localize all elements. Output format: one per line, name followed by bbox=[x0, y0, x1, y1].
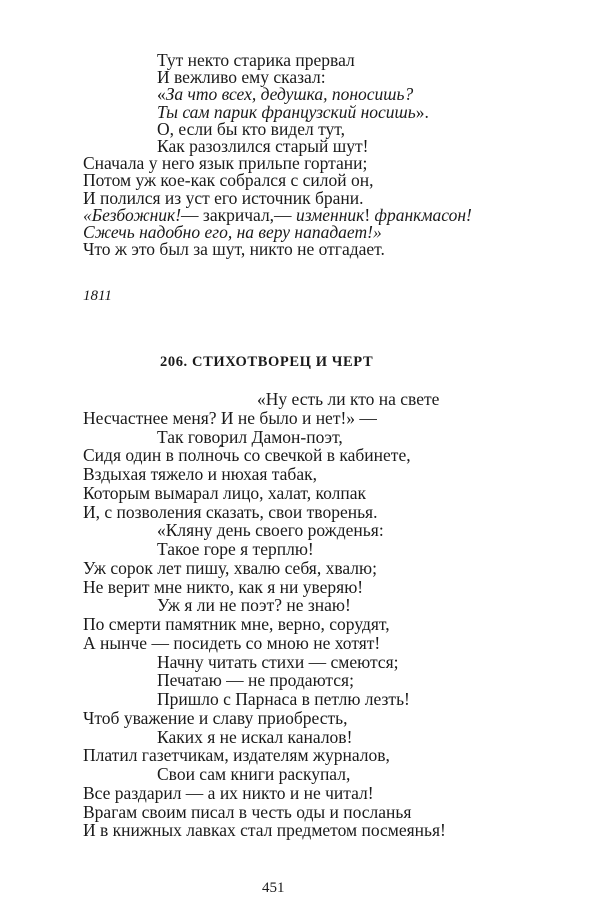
verse-line bbox=[83, 446, 553, 465]
verse-text: Свои сам книги раскупал, bbox=[157, 764, 351, 784]
verse-line bbox=[83, 241, 553, 258]
verse-text: И в книжных лавках стал предметом посмеянья! bbox=[83, 820, 446, 841]
verse-text: Сначала у него язык прильпе гортани; bbox=[83, 153, 368, 174]
verse-text: А нынче — посидеть со мною не хотят! bbox=[83, 632, 381, 653]
poem-date: 1811 bbox=[83, 288, 112, 304]
poem-body bbox=[83, 390, 553, 840]
verse-text: Как разозлился старый шут! bbox=[157, 136, 369, 157]
poem-fragment bbox=[83, 52, 553, 258]
verse-text: За что всех, дедушка, поносишь? bbox=[165, 84, 414, 105]
verse-text: Несчастнее меня? И не было и нет!» — bbox=[83, 407, 377, 428]
verse-text: Потом уж кое-как собрался с силой он, bbox=[83, 170, 374, 191]
verse-text: Вздыхая тяжело и нюхая табак, bbox=[83, 464, 317, 484]
verse-text: Каких я не искал каналов! bbox=[157, 726, 353, 747]
verse-text: Ты сам парик французский носишь bbox=[157, 101, 416, 122]
verse-text: «Ну есть ли кто на свете bbox=[257, 389, 440, 409]
verse-line bbox=[83, 390, 553, 409]
verse-line bbox=[83, 409, 553, 428]
verse-text: ! bbox=[364, 204, 375, 225]
verse-line bbox=[83, 746, 553, 765]
verse-text: Уж сорок лет пишу, хвалю себя, хвалю; bbox=[83, 557, 377, 578]
verse-text: Начну читать стихи — смеются; bbox=[157, 651, 399, 672]
verse-line bbox=[83, 671, 553, 690]
verse-text: — закричал,— bbox=[181, 204, 296, 225]
verse-text: Уж я ли не поэт? не знаю! bbox=[157, 595, 351, 616]
verse-line bbox=[83, 634, 553, 653]
verse-text: Тут некто старика прервал bbox=[157, 50, 355, 70]
verse-line bbox=[83, 428, 553, 447]
verse-text: И полился из уст его источник брани. bbox=[83, 187, 364, 208]
verse-line bbox=[83, 465, 553, 484]
verse-line bbox=[83, 690, 553, 709]
verse-line bbox=[83, 521, 553, 540]
verse-line bbox=[83, 578, 553, 597]
verse-text: По смерти памятник мне, верно, сорудят, bbox=[83, 614, 390, 634]
verse-line bbox=[83, 540, 553, 559]
verse-line bbox=[83, 559, 553, 578]
verse-text: Печатаю — не продаются; bbox=[157, 670, 354, 691]
verse-line bbox=[83, 765, 553, 784]
verse-text: ». bbox=[415, 101, 429, 122]
verse-line bbox=[83, 484, 553, 503]
verse-line bbox=[83, 784, 553, 803]
verse-text: «Кляну день своего рожденья: bbox=[157, 520, 384, 541]
verse-text: Такое горе я терплю! bbox=[157, 539, 314, 559]
verse-line bbox=[83, 709, 553, 728]
verse-text: изменник bbox=[295, 204, 365, 225]
verse-line bbox=[83, 596, 553, 615]
verse-line bbox=[83, 653, 553, 672]
verse-text: И вежливо ему сказал: bbox=[157, 67, 326, 88]
verse-text: франкмасон! bbox=[374, 204, 472, 225]
verse-text: Пришло с Парнаса в петлю лезть! bbox=[157, 689, 410, 709]
verse-line bbox=[83, 503, 553, 522]
verse-text: И, с позволения сказать, свои творенья. bbox=[83, 501, 378, 522]
verse-text: Платил газетчикам, издателям журналов, bbox=[83, 745, 390, 766]
verse-line bbox=[83, 615, 553, 634]
verse-text: Сжечь надобно его, на веру нападает!» bbox=[83, 222, 382, 243]
verse-text: Врагам своим писал в честь оды и посланья bbox=[83, 801, 412, 822]
verse-line bbox=[83, 821, 553, 840]
verse-text: Не верит мне никто, как я ни уверяю! bbox=[83, 576, 364, 597]
verse-text: О, если бы кто видел тут, bbox=[157, 118, 345, 139]
verse-text: «Безбожник! bbox=[83, 204, 182, 225]
verse-line bbox=[83, 803, 553, 822]
verse-text: « bbox=[157, 84, 166, 105]
poem-title: 206. СТИХОТВОРЕЦ И ЧЕРТ bbox=[160, 354, 374, 370]
verse-text: Чтоб уважение и славу приобресть, bbox=[83, 707, 348, 728]
verse-text: Которым вымарал лицо, халат, колпак bbox=[83, 482, 366, 503]
page-number: 451 bbox=[262, 880, 285, 896]
verse-text: Так говорил Дамон-поэт, bbox=[157, 426, 343, 447]
verse-text: Все раздарил — а их никто и не читал! bbox=[83, 782, 374, 803]
verse-text: Что ж это был за шут, никто не отгадает. bbox=[83, 239, 385, 260]
verse-line bbox=[83, 728, 553, 747]
verse-text: Сидя один в полно́чь со свечкой в кабинете, bbox=[83, 445, 411, 466]
